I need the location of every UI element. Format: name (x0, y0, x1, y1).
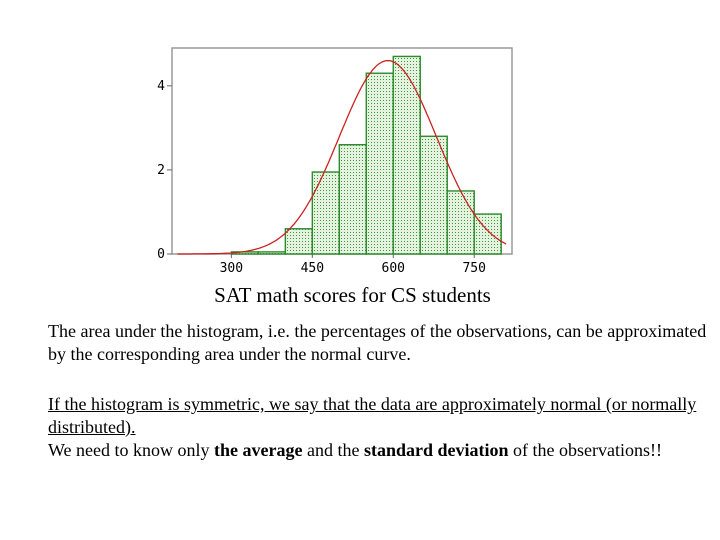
average-term: the average (214, 440, 303, 460)
histogram-bar (393, 56, 420, 254)
histogram-bar (447, 191, 474, 254)
paragraph-histogram-area: The area under the histogram, i.e. the percentages of the observations, can be approximated by the corresponding area under the normal curve. (48, 321, 707, 364)
y-tick-label: 4 (157, 78, 165, 94)
x-tick-label: 450 (300, 261, 325, 276)
need-text-e: of the observations!! (508, 440, 662, 460)
need-text-a: We need to know only (48, 440, 215, 460)
chart-caption: SAT math scores for CS students (214, 283, 491, 307)
histogram-bar (258, 252, 285, 254)
histogram-bar (285, 229, 312, 254)
x-tick-label: 750 (462, 261, 486, 276)
standard-deviation-term: standard deviation (363, 440, 509, 460)
x-tick-label: 600 (381, 261, 406, 276)
histogram-bar (312, 172, 339, 254)
y-tick-label: 2 (157, 162, 165, 178)
paragraph-normality (48, 393, 708, 462)
need-text-c: and the (302, 440, 364, 460)
y-tick-label: 0 (157, 247, 165, 262)
normality-definition: If the histogram is symmetric, we say that the data are approximately normal (or normally distributed). (48, 394, 697, 437)
histogram-bar (366, 73, 393, 254)
histogram-bar (339, 145, 366, 254)
x-tick-label: 300 (219, 261, 244, 276)
histogram-chart (140, 40, 520, 280)
